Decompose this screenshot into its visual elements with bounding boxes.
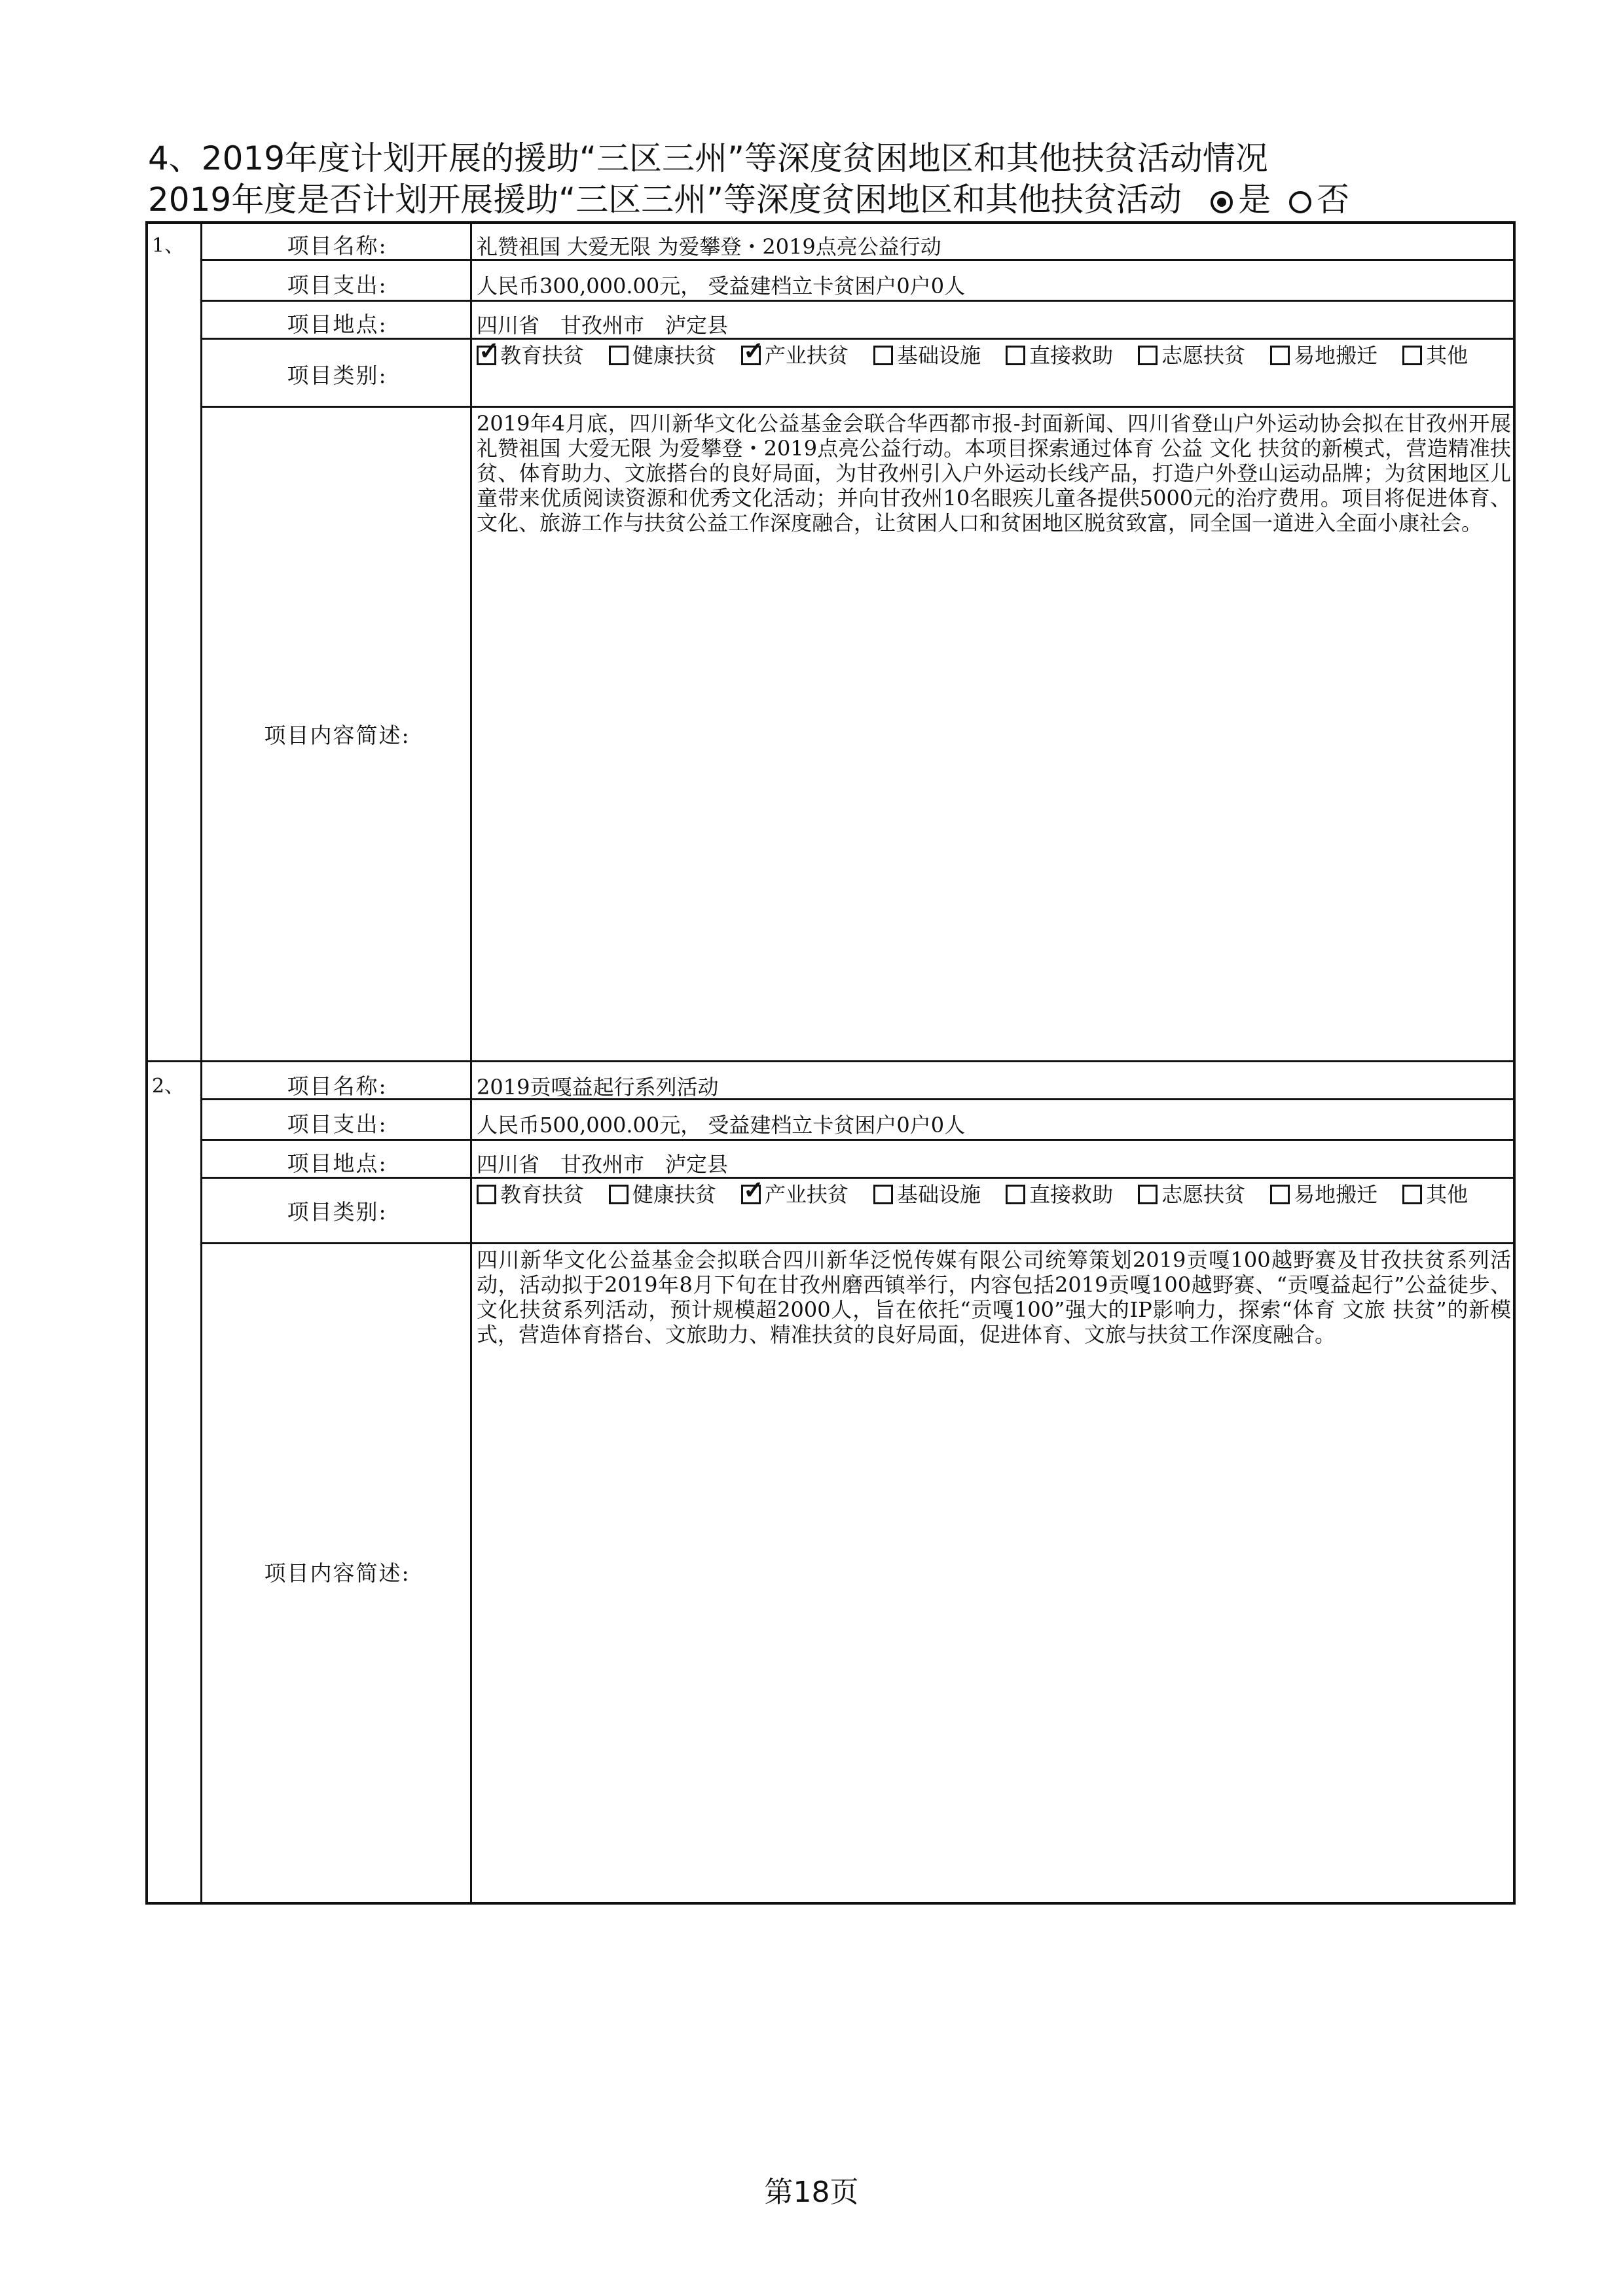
project-summary-text: 四川新华文化公益基金会拟联合四川新华泛悦传媒有限公司统筹策划2019贡嘎100越野赛及甘孜扶贫系列活动，活动拟于2019年8月下旬在甘孜州磨西镇举行，内容包括2019贡嘎100越野赛、“贡嘎益起行”公益徒步、文化扶贫系列活动，预计规模超2000人，旨在依托“贡嘎100”强大的IP影响力，探索“体育 文旅 扶贫”的新模式，营造体育搭台、文旅助力、精准扶贫的良好局面，促进体育、文旅与扶贫工作深度融合。 bbox=[477, 1247, 1511, 1347]
checkbox-direct-aid[interactable] bbox=[1006, 1185, 1025, 1204]
checkbox-health[interactable] bbox=[609, 346, 629, 365]
checkbox-volunteer[interactable] bbox=[1138, 346, 1158, 365]
project-expense-value: 人民币500,000.00元， 受益建档立卡贫困户0户0人 bbox=[477, 1113, 966, 1138]
option-label: 基础设施 bbox=[897, 343, 981, 368]
label-project-name: 项目名称: bbox=[287, 233, 388, 259]
project-number: 2、 bbox=[152, 1075, 185, 1098]
option-label: 志愿扶贫 bbox=[1161, 343, 1246, 368]
label-project-category: 项目类别: bbox=[287, 363, 388, 388]
table-hline bbox=[200, 406, 1516, 408]
checkbox-relocation[interactable] bbox=[1270, 1185, 1290, 1204]
option-label: 其他 bbox=[1426, 1182, 1468, 1207]
category-options bbox=[477, 343, 1511, 368]
table-hline bbox=[145, 1060, 1516, 1062]
option-label: 产业扶贫 bbox=[765, 343, 849, 368]
checkbox-other[interactable] bbox=[1402, 1185, 1422, 1204]
option-label: 健康扶贫 bbox=[632, 343, 717, 368]
project-name-value: 2019贡嘎益起行系列活动 bbox=[477, 1075, 719, 1100]
option-label: 教育扶贫 bbox=[500, 1182, 585, 1207]
question-text: 2019年度是否计划开展援助“三区三州”等深度贫困地区和其他扶贫活动 bbox=[148, 181, 1182, 219]
label-project-summary: 项目内容简述: bbox=[264, 1560, 410, 1586]
radio-yes[interactable] bbox=[1211, 191, 1233, 213]
page-number: 第18页 bbox=[764, 2176, 859, 2209]
label-project-expense: 项目支出: bbox=[287, 272, 388, 298]
option-label: 直接救助 bbox=[1029, 1182, 1114, 1207]
table-hline bbox=[200, 1139, 1516, 1141]
label-project-location: 项目地点: bbox=[287, 1151, 388, 1176]
option-label: 直接救助 bbox=[1029, 343, 1114, 368]
checkbox-health[interactable] bbox=[609, 1185, 629, 1204]
option-label: 教育扶贫 bbox=[500, 343, 585, 368]
radio-no[interactable] bbox=[1289, 191, 1311, 213]
project-location-value: 四川省 甘孜州市 泸定县 bbox=[477, 313, 729, 338]
option-label: 志愿扶贫 bbox=[1161, 1182, 1246, 1207]
checkbox-industry[interactable] bbox=[741, 346, 761, 365]
checkbox-industry[interactable] bbox=[741, 1185, 761, 1204]
checkbox-other[interactable] bbox=[1402, 346, 1422, 365]
option-label: 产业扶贫 bbox=[765, 1182, 849, 1207]
checkbox-infrastructure[interactable] bbox=[873, 346, 893, 365]
option-label: 易地搬迁 bbox=[1294, 343, 1378, 368]
option-label: 基础设施 bbox=[897, 1182, 981, 1207]
option-label: 其他 bbox=[1426, 343, 1468, 368]
question-line bbox=[148, 180, 1349, 219]
checkbox-education[interactable] bbox=[477, 346, 496, 365]
project-summary-text: 2019年4月底，四川新华文化公益基金会联合华西都市报-封面新闻、四川省登山户外运动协会拟在甘孜州开展礼赞祖国 大爱无限 为爱攀登・2019点亮公益行动。本项目探索通过体育 公益 文化 扶贫的新模式，营造精准扶贫、体育助力、文旅搭台的良好局面，为甘孜州引入户外运动长线产品，打造户外登山运动品牌；为贫困地区儿童带来优质阅读资源和优秀文化活动；并向甘孜州10名眼疾儿童各提供5000元的治疗费用。项目将促进体育、文化、旅游工作与扶贫公益工作深度融合，让贫困人口和贫困地区脱贫致富，同全国一道进入全面小康社会。 bbox=[477, 411, 1511, 535]
label-project-name: 项目名称: bbox=[287, 1073, 388, 1099]
checkbox-volunteer[interactable] bbox=[1138, 1185, 1158, 1204]
label-project-summary: 项目内容简述: bbox=[264, 723, 410, 748]
project-location-value: 四川省 甘孜州市 泸定县 bbox=[477, 1152, 729, 1177]
checkbox-direct-aid[interactable] bbox=[1006, 346, 1025, 365]
checkbox-education[interactable] bbox=[477, 1185, 496, 1204]
checkbox-relocation[interactable] bbox=[1270, 346, 1290, 365]
radio-yes-label: 是 bbox=[1238, 181, 1271, 219]
category-options bbox=[477, 1182, 1511, 1207]
table-hline bbox=[200, 300, 1516, 302]
project-expense-value: 人民币300,000.00元， 受益建档立卡贫困户0户0人 bbox=[477, 274, 966, 298]
label-project-category: 项目类别: bbox=[287, 1199, 388, 1225]
radio-no-label: 否 bbox=[1317, 181, 1350, 219]
label-project-location: 项目地点: bbox=[287, 312, 388, 337]
option-label: 易地搬迁 bbox=[1294, 1182, 1378, 1207]
section-title: 4、2019年度计划开展的援助“三区三州”等深度贫困地区和其他扶贫活动情况 bbox=[148, 139, 1268, 177]
table-vline-label bbox=[470, 221, 472, 1905]
table-hline bbox=[200, 1242, 1516, 1244]
table-vline-number bbox=[200, 221, 202, 1905]
project-name-value: 礼赞祖国 大爱无限 为爱攀登・2019点亮公益行动 bbox=[477, 234, 941, 259]
option-label: 健康扶贫 bbox=[632, 1182, 717, 1207]
project-number: 1、 bbox=[152, 234, 185, 257]
label-project-expense: 项目支出: bbox=[287, 1111, 388, 1137]
checkbox-infrastructure[interactable] bbox=[873, 1185, 893, 1204]
